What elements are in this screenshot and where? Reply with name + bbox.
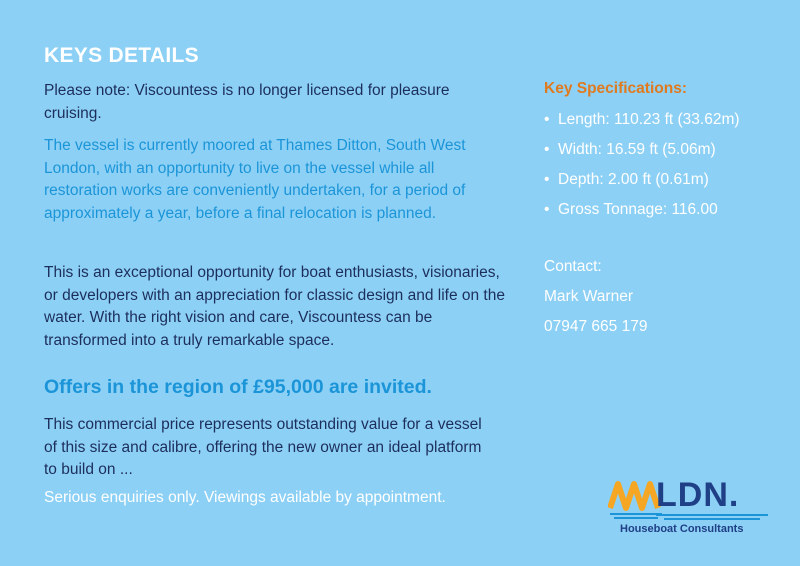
value-paragraph: This commercial price represents outstanding value for a vessel of this size and calibre, offering the new owner an ideal platform to build on ... <box>44 416 482 478</box>
logo-subtitle: Houseboat Consultants <box>620 523 744 535</box>
mooring-paragraph: The vessel is currently moored at Thames Ditton, South West London, with an opportunity to live on the vessel while all restoration works are conveniently undertaken, for a period of approximately a year, before a final relocation is planned. <box>44 137 466 222</box>
specs-list <box>544 109 740 229</box>
bullet-icon: • <box>544 141 550 158</box>
contact-phone[interactable]: 07947 665 179 <box>544 318 648 335</box>
logo-reflection <box>656 513 768 521</box>
spec-item-length: • Length: 110.23 ft (33.62m) <box>544 109 740 139</box>
opportunity-paragraph: This is an exceptional opportunity for boat enthusiasts, visionaries, or developers with an appreciation for classic design and life on the water. With the right vision and care, Viscountess can be transformed into a truly remarkable space. <box>44 264 505 349</box>
offer-headline: Offers in the region of £95,000 are invited. <box>44 376 432 398</box>
specs-column <box>544 80 784 335</box>
specs-title: Key Specifications: <box>544 80 687 97</box>
spec-item-depth: • Depth: 2.00 ft (0.61m) <box>544 169 740 199</box>
page-title: KEYS DETAILS <box>44 44 199 67</box>
contact-label: Contact: <box>544 258 602 275</box>
contact-block <box>544 256 647 346</box>
company-logo <box>608 478 768 538</box>
spec-item-width: • Width: 16.59 ft (5.06m) <box>544 139 740 169</box>
spec-item-tonnage: • Gross Tonnage: 116.00 <box>544 199 740 229</box>
bullet-icon: • <box>544 201 550 218</box>
licence-note: Please note: Viscountess is no longer licensed for pleasure cruising. <box>44 82 450 122</box>
bullet-icon: • <box>544 111 550 128</box>
logo-text: LDN. <box>656 476 740 514</box>
contact-name: Mark Warner <box>544 288 633 305</box>
bullet-icon: • <box>544 171 550 188</box>
enquiries-note: Serious enquiries only. Viewings available by appointment. <box>44 489 446 506</box>
